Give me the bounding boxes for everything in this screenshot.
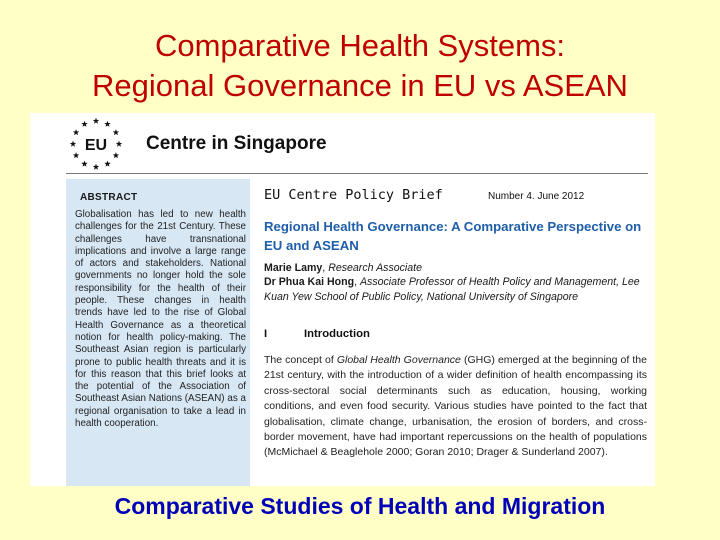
logo-star-icon [73, 152, 79, 158]
authors [264, 261, 654, 304]
logo-star-icon [104, 121, 110, 127]
logo-star-icon [81, 121, 87, 127]
logo-eu-text: EU [84, 137, 108, 154]
eu-stars-logo-icon [66, 117, 126, 172]
logo-star-icon [113, 129, 119, 135]
author-1-name: Marie Lamy [264, 262, 323, 274]
author-1: Marie Lamy, Research Associate [264, 262, 423, 274]
author-2-role: Associate Professor of Health Policy and Management, Lee Kuan Yew School of Public Policy, National University of Singapore [264, 276, 640, 303]
logo-star-icon [70, 141, 76, 147]
slide-title [0, 26, 720, 106]
intro-paragraph: The concept of Global Health Governance (GHG) emerged at the beginning of the 21st century, with the introduction of a wider definition of health encompassing its cross-sectoral social determinants such as education, housing, working conditions, and even food security. Various studies have pointed to the fact that globalisation, climate change, urbanisation, the erosion of borders, and cross-border movement, have had important repercussions on the health of populations (McMichael & Beaglehole 2000; Goran 2010; Drager & Sunderland 2007). [264, 354, 647, 459]
author-2: Dr Phua Kai Hong, Associate Professor of Health Policy and Management, Lee Kuan Yew School of Public Policy, National University of Singapore [264, 276, 640, 303]
policy-brief-image [30, 113, 655, 486]
abstract-text: Globalisation has led to new health challenges for the 21st Century. These challenges have transnational implications and involve a large range of actors and stakeholders. National governments no longer hold the sole responsibility for the health of their people. These changes in health trends have led to the rise of Global Health Governance as a theoretical notion for health policy-making. The Southeast Asian region is particularly prone to public health threats and it is for this reason that this brief looks at the potential of the Association of Southeast Asian Nations (ASEAN) as a regional organisation to take a lead in health cooperation. [75, 209, 246, 430]
logo-star-icon [93, 118, 99, 124]
brief-label: EU Centre Policy Brief [264, 187, 443, 203]
section-heading [264, 328, 654, 340]
abstract-heading: ABSTRACT [80, 192, 138, 203]
bottom-caption: Comparative Studies of Health and Migration [114, 493, 606, 519]
intro-ghg-term: Global Health Governance [336, 354, 461, 366]
report-title: Regional Health Governance: A Comparative Perspective on EU and ASEAN [264, 219, 642, 253]
logo-star-icon [81, 161, 87, 167]
slide-title-line-1: Comparative Health Systems: [154, 28, 566, 63]
author-2-name: Dr Phua Kai Hong [264, 276, 355, 289]
author-1-role: Research Associate [328, 262, 423, 274]
logo-star-icon [113, 152, 119, 158]
header-divider [66, 173, 648, 174]
logo-star-icon [73, 129, 79, 135]
abstract-box [66, 179, 250, 486]
section-title: Introduction [304, 328, 370, 340]
section-number: I [264, 328, 268, 340]
slide-title-line-2: Regional Governance in EU vs ASEAN [92, 68, 628, 103]
logo-star-icon [93, 164, 99, 170]
brief-number: Number 4. June 2012 [488, 191, 585, 202]
brief-header [264, 187, 649, 207]
logo-star-icon [104, 161, 110, 167]
logo-star-icon [116, 141, 122, 147]
logo-name: Centre in Singapore [146, 133, 327, 154]
